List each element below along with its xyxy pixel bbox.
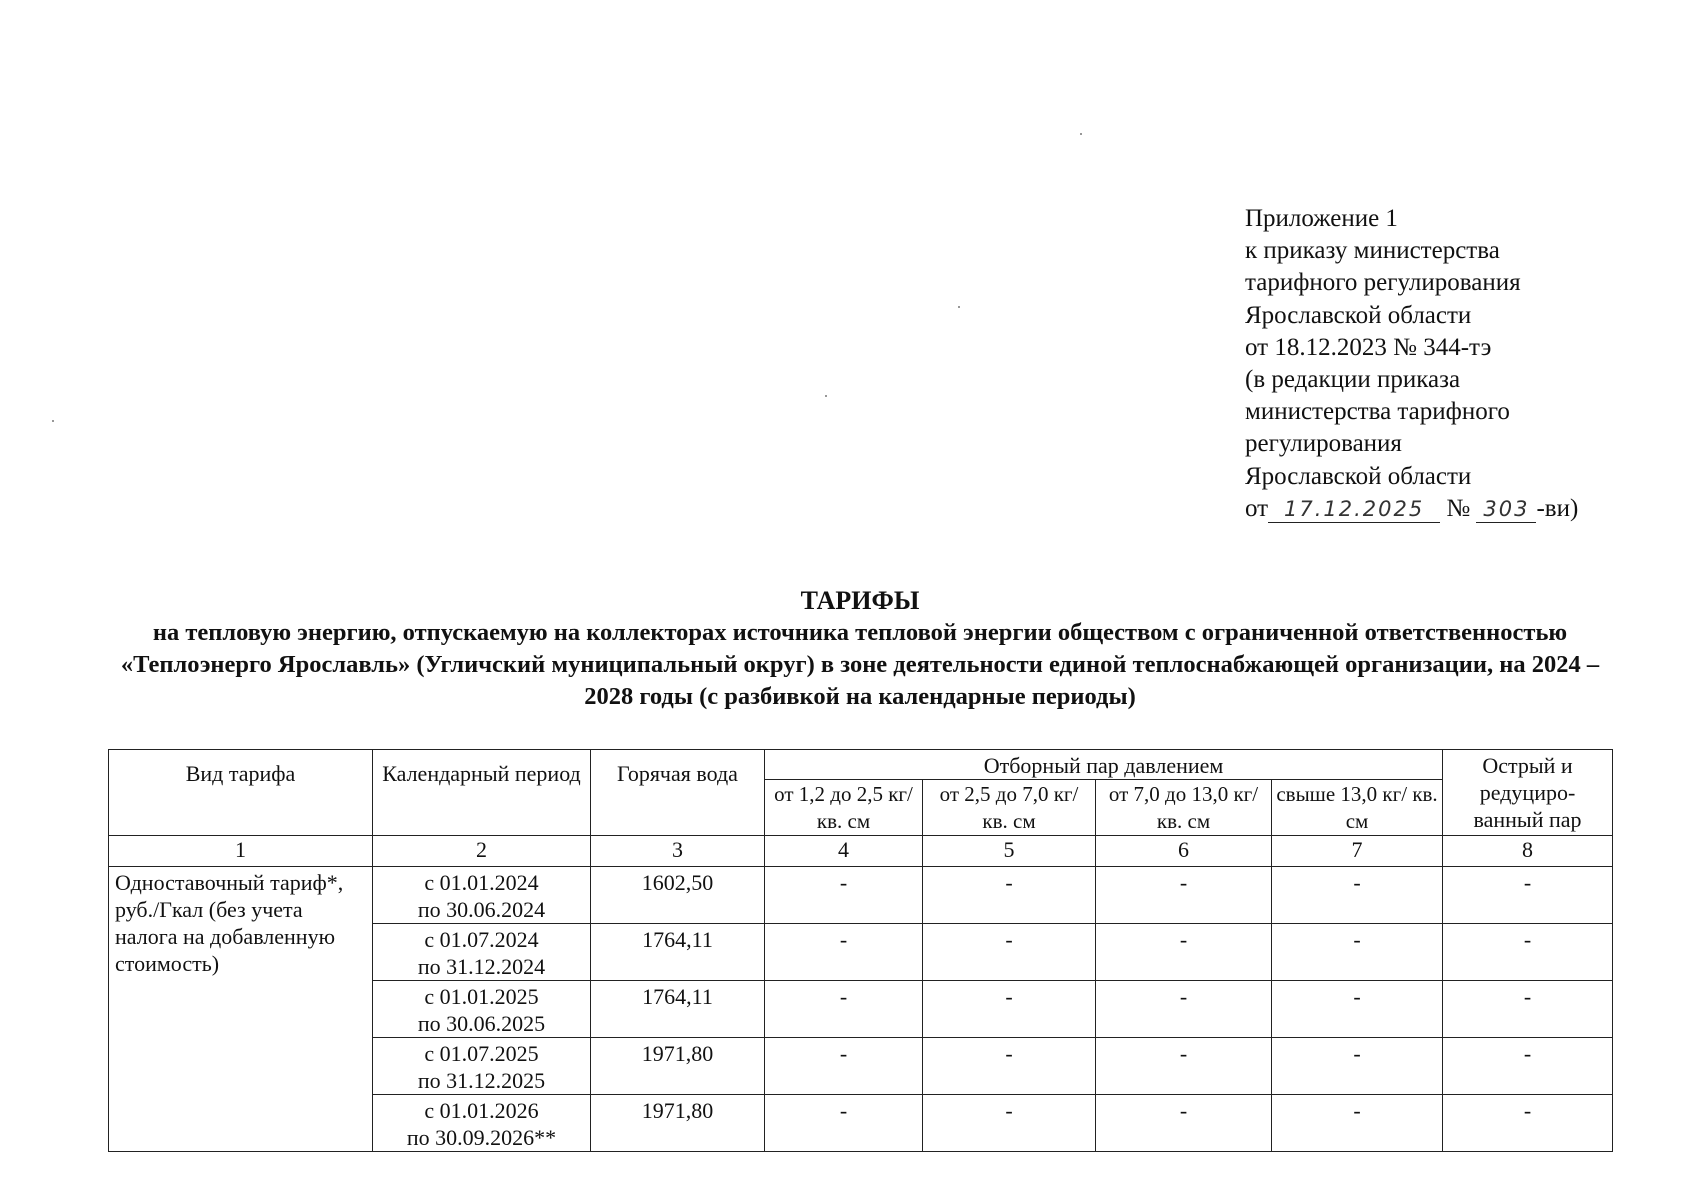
steam-3-value: - [1096,1038,1272,1095]
column-number: 6 [1096,836,1272,867]
steam-4-value: - [1272,1038,1443,1095]
period-cell [373,867,591,924]
appendix-line: к приказу министерства [1245,237,1500,265]
sharp-steam-value: - [1443,924,1613,981]
appendix-line: Ярославской области [1245,462,1472,490]
appendix-line: от 18.12.2023 № 344-тэ [1245,333,1492,361]
column-number: 5 [923,836,1096,867]
steam-2-value: - [923,1095,1096,1152]
appendix-line: регулирования [1245,430,1402,458]
tariffs-table [108,749,1613,1152]
appendix-line: Ярославской области [1245,301,1472,329]
steam-1-value: - [765,867,923,924]
sharp-steam-value: - [1443,867,1613,924]
scan-speck [958,306,960,308]
handwritten-date: 17.12.2025 [1268,496,1440,523]
steam-2-value: - [923,867,1096,924]
steam-3-value: - [1096,924,1272,981]
steam-1-value: - [765,1038,923,1095]
appendix-header [1245,203,1578,525]
sharp-steam-value: - [1443,981,1613,1038]
header-hot-water: Горячая вода [591,750,765,836]
appendix-line: Приложение 1 [1245,205,1398,232]
steam-2-value: - [923,924,1096,981]
steam-4-value: - [1272,924,1443,981]
period-to: по 30.06.2024 [417,897,546,922]
steam-2-value: - [923,1038,1096,1095]
appendix-line: (в редакции приказа [1245,366,1461,394]
steam-3-value: - [1096,867,1272,924]
column-number: 7 [1272,836,1443,867]
order-suffix: -ви) [1536,494,1579,522]
appendix-line: министерства тарифного [1245,398,1510,426]
steam-4-value: - [1272,1095,1443,1152]
period-from: с 01.01.2024 [424,870,539,895]
period-cell [373,924,591,981]
appendix-line: тарифного регулирования [1245,269,1521,297]
column-number: 3 [591,836,765,867]
handwritten-number: 303 [1476,496,1536,523]
hot-water-value: 1764,11 [591,981,765,1038]
period-from: с 01.01.2026 [424,1098,539,1123]
header-steam-4: свыше 13,0 кг/ кв. см [1272,780,1443,836]
steam-3-value: - [1096,1095,1272,1152]
column-number: 8 [1443,836,1613,867]
scan-speck [825,395,827,397]
document-subtitle: на тепловую энергию, отпускаемую на коллекторах источника тепловой энергии обществом с ограниченной ответственностью «Теплоэнерго Ярославль» (Угличский муниципальный округ) в зоне деятельности единой теплоснабжающей организации, на 2024 – 2028 годы (с разбивкой на календарные периоды) [120,619,1600,710]
column-number: 4 [765,836,923,867]
steam-1-value: - [765,924,923,981]
steam-4-value: - [1272,981,1443,1038]
steam-3-value: - [1096,981,1272,1038]
hot-water-value: 1602,50 [591,867,765,924]
hot-water-value: 1971,80 [591,1095,765,1152]
period-from: с 01.07.2024 [424,927,539,952]
period-to: по 31.12.2025 [417,1068,546,1093]
column-number: 2 [373,836,591,867]
header-steam-2: от 2,5 до 7,0 кг/ кв. см [923,780,1096,836]
scan-speck [52,420,54,422]
document-title: ТАРИФЫ [800,586,920,615]
period-to: по 31.12.2024 [417,954,546,979]
header-steam-group: Отборный пар давлением [765,750,1443,780]
period-to: по 30.09.2026** [406,1125,557,1150]
hot-water-value: 1971,80 [591,1038,765,1095]
steam-1-value: - [765,981,923,1038]
header-kind: Вид тарифа [109,750,373,836]
header-sharp-steam: Острый и редуциро-ванный пар [1443,750,1613,836]
header-steam-1: от 1,2 до 2,5 кг/ кв. см [765,780,923,836]
steam-1-value: - [765,1095,923,1152]
table-row [109,867,1613,924]
tariff-kind-cell: Одноставочный тариф*, руб./Гкал (без учета налога на добавленную стоимость) [109,867,373,1152]
period-from: с 01.07.2025 [424,1041,539,1066]
header-steam-3: от 7,0 до 13,0 кг/ кв. см [1096,780,1272,836]
hot-water-value: 1764,11 [591,924,765,981]
column-number: 1 [109,836,373,867]
period-cell [373,981,591,1038]
steam-4-value: - [1272,867,1443,924]
period-cell [373,1038,591,1095]
header-period: Календарный период [373,750,591,836]
sharp-steam-value: - [1443,1038,1613,1095]
number-sign: № [1446,494,1471,522]
period-to: по 30.06.2025 [417,1011,546,1036]
appendix-last-line [1245,493,1578,525]
steam-2-value: - [923,981,1096,1038]
sharp-steam-value: - [1443,1095,1613,1152]
period-from: с 01.01.2025 [424,984,539,1009]
period-cell [373,1095,591,1152]
column-number-row [109,836,1613,867]
date-prefix: от [1245,494,1269,522]
document-title-block [100,585,1620,713]
scan-speck [1080,133,1082,135]
